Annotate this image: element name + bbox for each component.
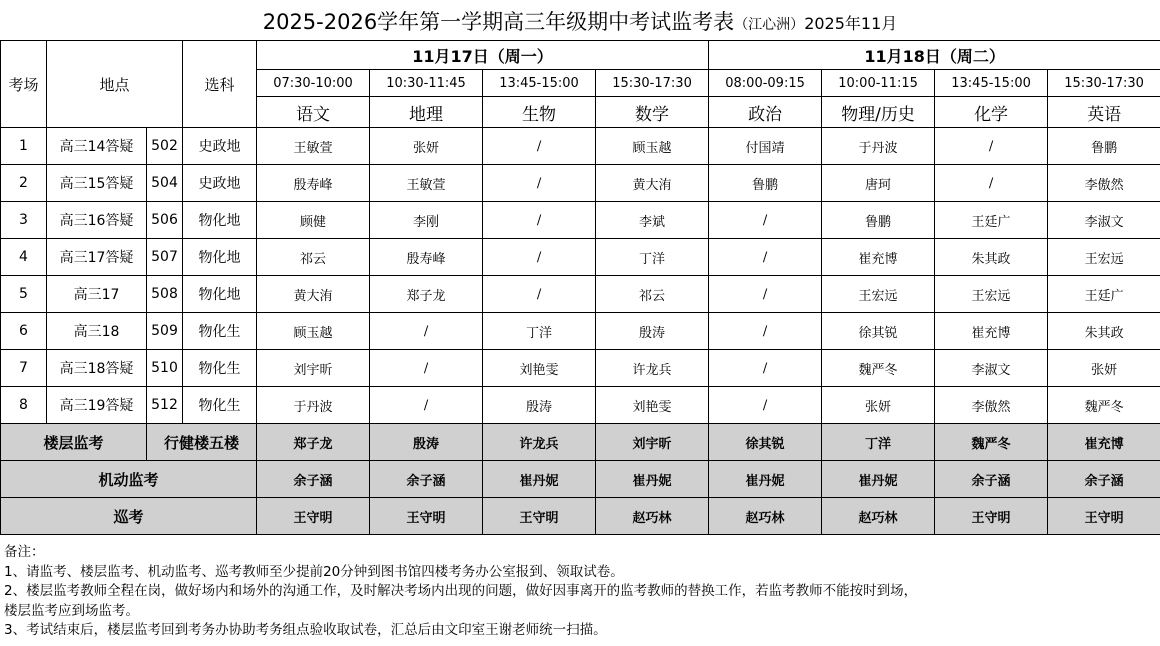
proctor-cell: 郑子龙 xyxy=(370,276,483,313)
session-time: 13:45-15:00 xyxy=(935,70,1048,97)
proctor-cell: / xyxy=(709,387,822,424)
room-place: 高三18答疑 xyxy=(47,350,147,387)
proctor-cell: 余子涵 xyxy=(1048,461,1160,498)
proctor-cell: 付国靖 xyxy=(709,128,822,165)
floor-label: 楼层监考 xyxy=(1,424,147,461)
room-code: 510 xyxy=(147,350,183,387)
note-line: 备注： xyxy=(4,544,45,560)
room-number: 7 xyxy=(1,350,47,387)
room-place: 高三16答疑 xyxy=(47,202,147,239)
proctor-cell: 顾玉越 xyxy=(596,128,709,165)
proctor-cell: 丁洋 xyxy=(596,239,709,276)
title-main: 2025-2026学年第一学期高三年级期中考试监考表 xyxy=(262,10,735,34)
title-date: 2025年11月 xyxy=(804,14,898,33)
session-subject: 数学 xyxy=(596,97,709,128)
proctor-cell: / xyxy=(483,202,596,239)
proctor-cell: 徐其锐 xyxy=(822,313,935,350)
proctor-cell: 刘宇昕 xyxy=(257,350,370,387)
day-header-1: 11月17日（周一） xyxy=(257,41,709,70)
session-subject: 化学 xyxy=(935,97,1048,128)
room-elective: 物化生 xyxy=(183,387,257,424)
session-time: 10:30-11:45 xyxy=(370,70,483,97)
room-number: 5 xyxy=(1,276,47,313)
proctor-cell: 王宏远 xyxy=(935,276,1048,313)
table-row xyxy=(1,239,1160,276)
proctor-cell: 王宏远 xyxy=(822,276,935,313)
session-time: 15:30-17:30 xyxy=(596,70,709,97)
proctor-cell: 殷涛 xyxy=(370,424,483,461)
proctor-cell: 余子涵 xyxy=(370,461,483,498)
patrol-label: 巡考 xyxy=(1,498,257,535)
proctor-cell: 王廷广 xyxy=(935,202,1048,239)
proctor-cell: 张妍 xyxy=(822,387,935,424)
proctor-cell: 朱其政 xyxy=(1048,313,1160,350)
proctor-cell: / xyxy=(935,165,1048,202)
note-line: 3、考试结束后，楼层监考回到考务办协助考务组点验收取试卷，汇总后由文印室王谢老师统一扫描。 xyxy=(4,622,607,638)
proctor-cell: 赵巧林 xyxy=(822,498,935,535)
room-code: 502 xyxy=(147,128,183,165)
proctor-cell: 于丹波 xyxy=(822,128,935,165)
proctor-cell: 王敏萱 xyxy=(257,128,370,165)
room-number: 4 xyxy=(1,239,47,276)
room-place: 高三15答疑 xyxy=(47,165,147,202)
room-place: 高三17答疑 xyxy=(47,239,147,276)
proctor-cell: 崔丹妮 xyxy=(822,461,935,498)
room-place: 高三17 xyxy=(47,276,147,313)
proctor-cell: 余子涵 xyxy=(935,461,1048,498)
proctor-cell: / xyxy=(935,128,1048,165)
proctor-cell: 张妍 xyxy=(1048,350,1160,387)
proctor-cell: 崔丹妮 xyxy=(596,461,709,498)
proctor-cell: 刘宇昕 xyxy=(596,424,709,461)
proctor-cell: 顾健 xyxy=(257,202,370,239)
room-place: 高三14答疑 xyxy=(47,128,147,165)
session-time: 15:30-17:30 xyxy=(1048,70,1160,97)
table-row xyxy=(1,387,1160,424)
proctor-cell: / xyxy=(709,276,822,313)
proctor-cell: 李淑文 xyxy=(935,350,1048,387)
patrol-row xyxy=(1,498,1160,535)
proctor-cell: 丁洋 xyxy=(822,424,935,461)
proctor-cell: / xyxy=(483,128,596,165)
proctor-cell: 王守明 xyxy=(370,498,483,535)
proctor-cell: 李傲然 xyxy=(935,387,1048,424)
room-elective: 物化地 xyxy=(183,239,257,276)
room-code: 504 xyxy=(147,165,183,202)
header-room: 考场 xyxy=(1,41,47,128)
proctor-cell: / xyxy=(483,165,596,202)
room-elective: 物化生 xyxy=(183,313,257,350)
room-number: 1 xyxy=(1,128,47,165)
proctor-cell: 鲁鹏 xyxy=(1048,128,1160,165)
proctor-cell: 崔丹妮 xyxy=(709,461,822,498)
table-row xyxy=(1,165,1160,202)
room-elective: 物化地 xyxy=(183,276,257,313)
proctor-cell: 殷寿峰 xyxy=(257,165,370,202)
proctor-cell: / xyxy=(709,350,822,387)
session-subject: 物理/历史 xyxy=(822,97,935,128)
proctor-cell: 殷涛 xyxy=(483,387,596,424)
room-number: 3 xyxy=(1,202,47,239)
proctor-cell: 丁洋 xyxy=(483,313,596,350)
room-number: 8 xyxy=(1,387,47,424)
proctor-cell: 唐珂 xyxy=(822,165,935,202)
proctor-cell: 祁云 xyxy=(596,276,709,313)
mobile-label: 机动监考 xyxy=(1,461,257,498)
title-location: （江心洲） xyxy=(734,17,805,33)
proctor-cell: 李淑文 xyxy=(1048,202,1160,239)
proctor-cell: / xyxy=(370,313,483,350)
room-code: 506 xyxy=(147,202,183,239)
proctor-cell: / xyxy=(709,202,822,239)
proctor-cell: 祁云 xyxy=(257,239,370,276)
proctor-cell: 李刚 xyxy=(370,202,483,239)
session-subject: 生物 xyxy=(483,97,596,128)
proctor-table xyxy=(0,40,1160,535)
proctor-cell: 魏严冬 xyxy=(935,424,1048,461)
proctor-cell: 张妍 xyxy=(370,128,483,165)
room-elective: 物化地 xyxy=(183,202,257,239)
proctor-cell: / xyxy=(483,239,596,276)
proctor-cell: 刘艳雯 xyxy=(483,350,596,387)
floor-building: 行健楼五楼 xyxy=(147,424,257,461)
proctor-cell: 赵巧林 xyxy=(709,498,822,535)
table-row xyxy=(1,276,1160,313)
floor-proctor-row xyxy=(1,424,1160,461)
proctor-cell: / xyxy=(370,387,483,424)
proctor-cell: 王守明 xyxy=(1048,498,1160,535)
header-elective: 选科 xyxy=(183,41,257,128)
session-time: 10:00-11:15 xyxy=(822,70,935,97)
proctor-cell: 王守明 xyxy=(257,498,370,535)
session-subject: 语文 xyxy=(257,97,370,128)
day-header-2: 11月18日（周二） xyxy=(709,41,1160,70)
proctor-cell: 刘艳雯 xyxy=(596,387,709,424)
table-row xyxy=(1,202,1160,239)
proctor-cell: 朱其政 xyxy=(935,239,1048,276)
proctor-cell: 于丹波 xyxy=(257,387,370,424)
proctor-cell: 崔充博 xyxy=(1048,424,1160,461)
session-subject: 地理 xyxy=(370,97,483,128)
proctor-cell: 王守明 xyxy=(483,498,596,535)
proctor-cell: 魏严冬 xyxy=(1048,387,1160,424)
proctor-cell: 魏严冬 xyxy=(822,350,935,387)
proctor-cell: 郑子龙 xyxy=(257,424,370,461)
page-title xyxy=(0,6,1160,36)
proctor-cell: 殷涛 xyxy=(596,313,709,350)
proctor-cell: 许龙兵 xyxy=(483,424,596,461)
session-time: 07:30-10:00 xyxy=(257,70,370,97)
proctor-cell: 崔丹妮 xyxy=(483,461,596,498)
room-code: 512 xyxy=(147,387,183,424)
room-code: 509 xyxy=(147,313,183,350)
proctor-cell: / xyxy=(370,350,483,387)
proctor-cell: 鲁鹏 xyxy=(822,202,935,239)
proctor-cell: 黄大洧 xyxy=(257,276,370,313)
room-number: 6 xyxy=(1,313,47,350)
proctor-cell: 黄大洧 xyxy=(596,165,709,202)
proctor-cell: 崔充博 xyxy=(822,239,935,276)
note-line: 楼层监考应到场监考。 xyxy=(4,602,139,619)
session-time: 08:00-09:15 xyxy=(709,70,822,97)
proctor-cell: 许龙兵 xyxy=(596,350,709,387)
proctor-cell: 鲁鹏 xyxy=(709,165,822,202)
proctor-cell: 顾玉越 xyxy=(257,313,370,350)
proctor-cell: 王敏萱 xyxy=(370,165,483,202)
room-code: 508 xyxy=(147,276,183,313)
notes xyxy=(4,543,1154,641)
proctor-cell: 李傲然 xyxy=(1048,165,1160,202)
proctor-cell: 王廷广 xyxy=(1048,276,1160,313)
proctor-cell: / xyxy=(483,276,596,313)
header-place: 地点 xyxy=(47,41,183,128)
proctor-cell: 崔充博 xyxy=(935,313,1048,350)
proctor-cell: / xyxy=(709,239,822,276)
session-subject: 政治 xyxy=(709,97,822,128)
table-row xyxy=(1,128,1160,165)
proctor-cell: 徐其锐 xyxy=(709,424,822,461)
note-line: 2、楼层监考教师全程在岗，做好场内和场外的沟通工作，及时解决考场内出现的问题，做好因事离开的监考教师的替换工作，若监考教师不能按时到场， xyxy=(4,583,918,599)
note-line: 1、请监考、楼层监考、机动监考、巡考教师至少提前20分钟到图书馆四楼考务办公室报到、领取试卷。 xyxy=(4,563,624,580)
table-row xyxy=(1,313,1160,350)
room-place: 高三18 xyxy=(47,313,147,350)
room-number: 2 xyxy=(1,165,47,202)
session-time: 13:45-15:00 xyxy=(483,70,596,97)
proctor-cell: 王守明 xyxy=(935,498,1048,535)
proctor-cell: 赵巧林 xyxy=(596,498,709,535)
room-elective: 史政地 xyxy=(183,128,257,165)
room-elective: 物化生 xyxy=(183,350,257,387)
proctor-cell: 李斌 xyxy=(596,202,709,239)
proctor-cell: 殷寿峰 xyxy=(370,239,483,276)
session-subject: 英语 xyxy=(1048,97,1160,128)
room-place: 高三19答疑 xyxy=(47,387,147,424)
room-elective: 史政地 xyxy=(183,165,257,202)
proctor-cell: 王宏远 xyxy=(1048,239,1160,276)
proctor-cell: / xyxy=(709,313,822,350)
table-row xyxy=(1,350,1160,387)
room-code: 507 xyxy=(147,239,183,276)
proctor-cell: 余子涵 xyxy=(257,461,370,498)
mobile-proctor-row xyxy=(1,461,1160,498)
